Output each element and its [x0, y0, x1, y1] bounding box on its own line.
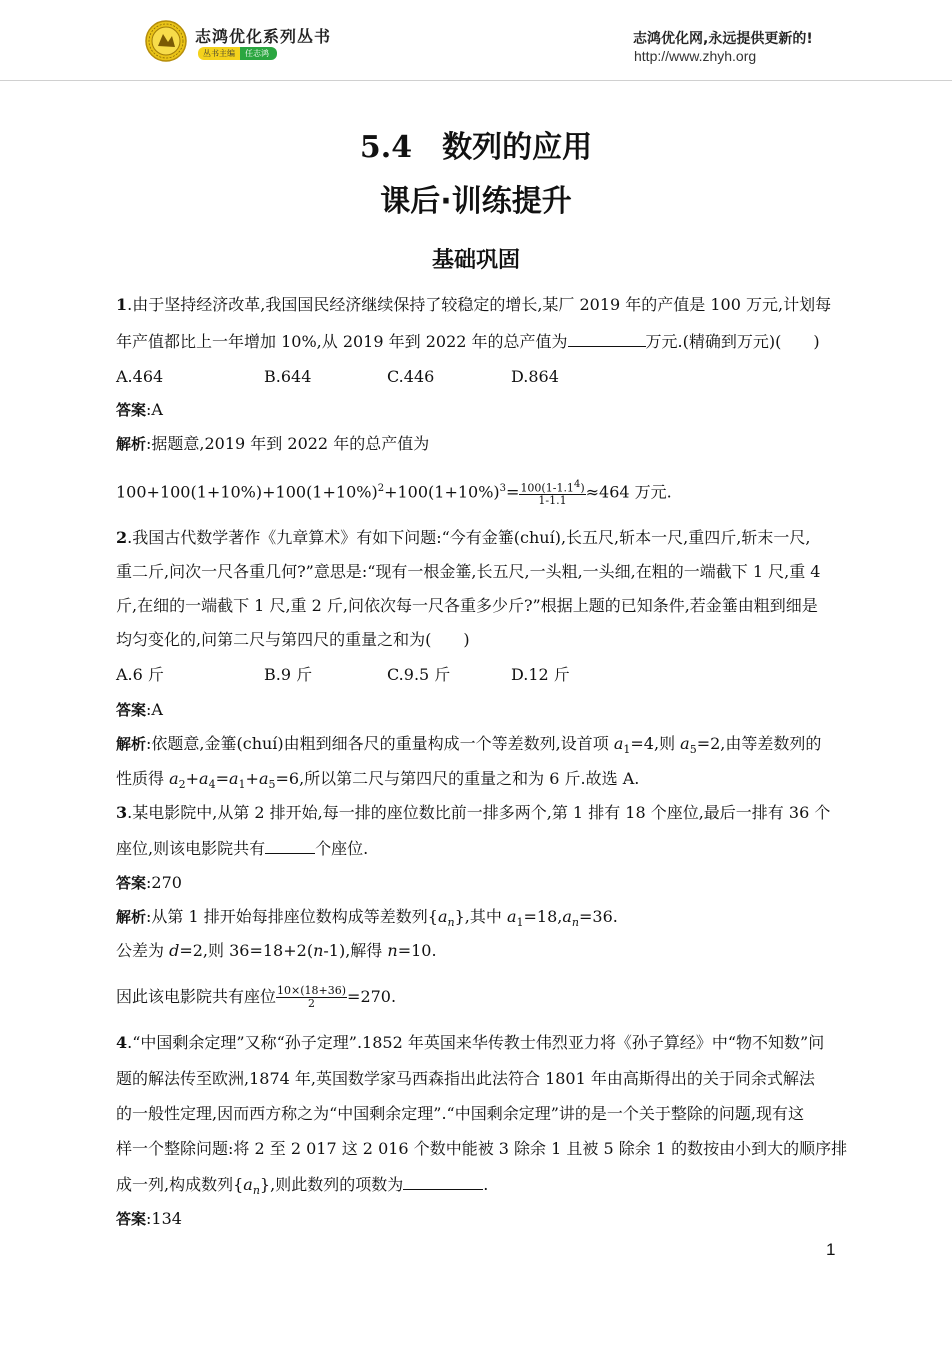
q1-text: 万元.(精确到万元)( ): [645, 332, 820, 351]
q4-text: 样一个整除问题:将 2 至 2 017 这 2 016 个数中能被 3 除余 1 且被 5 除余 1 的数按由小到大的顺序排: [116, 1139, 848, 1158]
option-c: C.446: [387, 367, 435, 386]
editor-badge: [198, 47, 277, 60]
q1-analysis-1: [116, 433, 429, 455]
badge-right: 任志鸿: [240, 47, 277, 60]
answer-value: :A: [146, 700, 163, 719]
q3-analysis-2: 公差为 d=2,则 36=18+2(n-1),解得 n=10.: [116, 941, 437, 960]
analysis-text: =6,所以第二尺与第四尺的重量之和为 6 斤.故选 A.: [275, 769, 640, 788]
q4-text: 的一般性定理,因而西方称之为“中国剩余定理”.“中国剩余定理”讲的是一个关于整除的问题,现有这: [116, 1104, 804, 1123]
analysis-text: 公差为: [116, 941, 170, 960]
q1-line-1: [116, 294, 831, 316]
section-heading: 基础巩固: [431, 248, 520, 273]
header-url[interactable]: http://www.zhyh.org: [634, 48, 757, 64]
answer-blank: [265, 837, 315, 854]
analysis-text: =2,由等差数列的: [696, 734, 822, 753]
answer-value: :A: [146, 400, 163, 419]
q1-line-2: [116, 330, 820, 353]
q3-answer: [116, 872, 182, 894]
series-title: 志鸿优化系列丛书: [195, 27, 332, 46]
q4-text: .“中国剩余定理”又称“孙子定理”.1852 年英国来华传教士伟烈亚力将《孙子算经》中“物不知数”问: [127, 1033, 825, 1052]
header-slogan: 志鸿优化网,永远提供更新的!: [633, 31, 813, 47]
q4-text: 成一列,构成数列{: [116, 1175, 244, 1194]
q2-text: .我国古代数学著作《九章算术》有如下问题:“今有金箠(chuí),长五尺,斩本一尺,重四斤,斩末一尺,: [127, 528, 811, 547]
q2-analysis-1: 解析:依题意,金箠(chuí)由粗到细各尺的重量构成一个等差数列,设首项 $a_1=4$,则 $a_5=2$,由等差数列的: [116, 734, 822, 757]
analysis-text: =36.: [579, 907, 618, 926]
q3-line-2: [116, 837, 368, 860]
answer-label: 答案: [116, 401, 147, 419]
analysis-text: -1),解得: [323, 941, 388, 960]
q2-line-4: [116, 629, 470, 651]
q3-analysis-1: 解析:从第 1 排开始每排座位数构成等差数列$\{a_n\}$,其中 $a_1=18,a_n=36$.: [116, 907, 618, 930]
analysis-text: :依题意,金箠(chuí)由粗到细各尺的重量构成一个等差数列,设首项: [146, 734, 614, 753]
q4-line-1: [116, 1032, 824, 1054]
q4-line-3: [116, 1103, 804, 1125]
analysis-text: 性质得: [116, 769, 170, 788]
q1-answer: [116, 399, 163, 421]
question-number: 2: [116, 528, 128, 547]
seal-logo-icon: [145, 20, 187, 62]
option-b: B.644: [264, 367, 312, 386]
option-c: C.9.5 斤: [387, 665, 451, 684]
question-number: 1: [116, 295, 128, 314]
fraction-numerator: 100(1-1.1: [520, 481, 574, 495]
answer-value: :134: [146, 1209, 182, 1228]
option-d: D.12 斤: [511, 665, 570, 684]
fraction: $\frac{100(1-1.1^4)}{1-1.1}$: [520, 478, 585, 508]
analysis-text: =270.: [347, 987, 397, 1006]
q2-text: 均匀变化的,问第二尺与第四尺的重量之和为( ): [116, 630, 470, 649]
q1-text: 年产值都比上一年增加 10%,从 2019 年到 2022 年的总产值为: [116, 332, 568, 351]
header-divider: [0, 80, 952, 81]
formula-text: +100(1+10%): [384, 482, 500, 502]
answer-label: 答案: [116, 701, 147, 719]
option-a: A.6 斤: [116, 665, 164, 684]
q3-analysis-3: [116, 985, 396, 1010]
option-d: D.864: [511, 367, 559, 386]
q4-text: },则此数列的项数为: [259, 1175, 404, 1194]
formula-text: ≈464 万元.: [585, 482, 672, 502]
fraction-denominator: 2: [308, 997, 316, 1010]
page-header: [0, 0, 952, 80]
q2-line-2: [116, 561, 820, 583]
answer-value: :270: [146, 873, 182, 892]
page-title: 5.4 数列的应用: [359, 130, 593, 165]
option-a: A.464: [116, 367, 164, 386]
question-number: 3: [116, 803, 128, 822]
analysis-text: =2,则 36=18+2(: [179, 941, 314, 960]
page-subtitle: 课后·训练提升: [380, 184, 572, 219]
q3-text: .某电影院中,从第 2 排开始,每一排的座位数比前一排多两个,第 1 排有 18 个座位,最后一排有 36 个: [127, 803, 831, 822]
analysis-text: =4,则: [630, 734, 681, 753]
analysis-text: 因此该电影院共有座位: [116, 987, 277, 1006]
analysis-label: 解析: [116, 435, 147, 453]
analysis-label: 解析: [116, 908, 147, 926]
q1-analysis-2: $100+100(1+10\%)+100(1+10\%)^2+100(1+10\%)^3=$ $\frac{100(1-1.1^4)}{1-1.1}$ ≈464 万元.: [116, 478, 672, 508]
answer-label: 答案: [116, 874, 147, 892]
q4-line-4: [116, 1138, 847, 1160]
formula-text: 100+100(1+10%)+100(1+10%): [116, 482, 378, 502]
fraction: [276, 985, 347, 1010]
q4-line-5: 成一列,构成数列$\{a_n\}$,则此数列的项数为 .: [116, 1175, 489, 1198]
analysis-text: =10.: [397, 941, 437, 960]
q4-answer: [116, 1208, 182, 1230]
q2-line-3: [116, 595, 818, 617]
analysis-text: =18,: [523, 907, 563, 926]
q3-line-1: [116, 802, 830, 824]
q2-analysis-2: 性质得 $a_2+a_4=a_1+a_5=6$,所以第二尺与第四尺的重量之和为 6 斤.故选 A.: [116, 769, 640, 792]
q2-text: 斤,在细的一端截下 1 尺,重 2 斤,问依次每一尺各重多少斤?”根据上题的已知条件,若金箠由粗到细是: [116, 596, 818, 615]
answer-blank: [568, 330, 646, 347]
question-number: 4: [116, 1033, 128, 1052]
q4-line-2: [116, 1068, 815, 1090]
q4-text: .: [483, 1175, 489, 1194]
q3-text: 座位,则该电影院共有: [116, 839, 266, 858]
page-number: 1: [826, 1240, 836, 1259]
answer-label: 答案: [116, 1210, 147, 1228]
q1-text: .由于坚持经济改革,我国国民经济继续保持了较稳定的增长,某厂 2019 年的产值是 100 万元,计划每: [127, 295, 832, 314]
analysis-label: 解析: [116, 735, 147, 753]
fraction-numerator: 10×(18+36): [277, 984, 347, 997]
q2-answer: [116, 699, 163, 721]
q4-text: 题的解法传至欧洲,1874 年,英国数学家马西森指出此法符合 1801 年由高斯得出的关于同余式解法: [116, 1069, 815, 1088]
analysis-text: :从第 1 排开始每排座位数构成等差数列{: [146, 907, 438, 926]
fraction-denominator: 1-1.1: [538, 494, 567, 508]
option-b: B.9 斤: [264, 665, 313, 684]
q3-text: 个座位.: [315, 839, 369, 858]
analysis-text: :据题意,2019 年到 2022 年的总产值为: [146, 434, 430, 453]
badge-left: 丛书主编: [198, 47, 240, 60]
q2-line-1: [116, 527, 810, 549]
answer-blank: [403, 1173, 483, 1190]
q2-text: 重二斤,问次一尺各重几何?”意思是:“现有一根金箠,长五尺,一头粗,一头细,在粗的一端截下 1 尺,重 4: [116, 562, 821, 581]
analysis-text: },其中: [454, 907, 507, 926]
